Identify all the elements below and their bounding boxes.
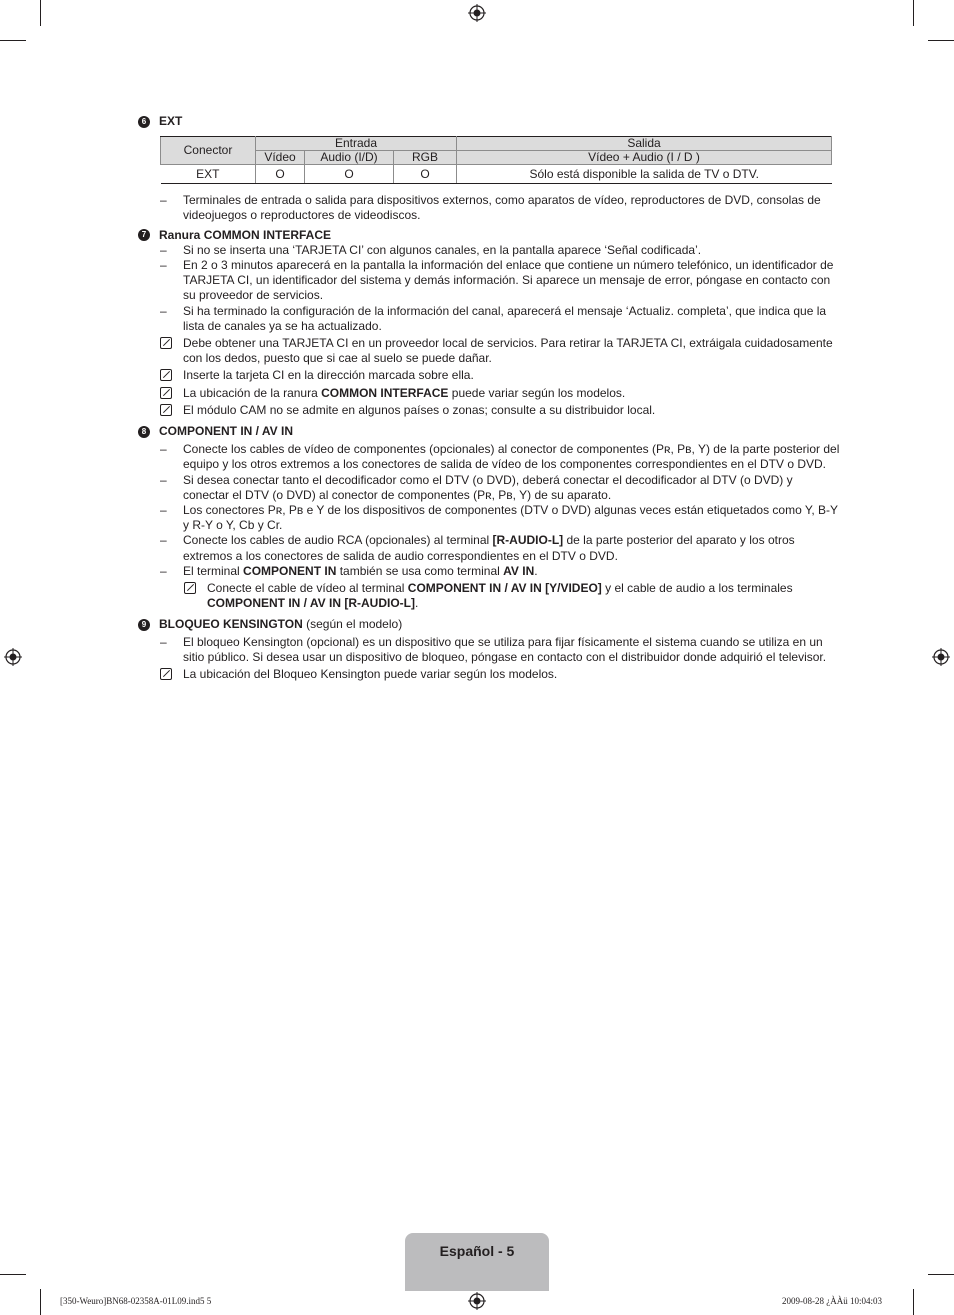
section-number-badge: 7 [138, 229, 150, 241]
note-item: Conecte el cable de vídeo al terminal COMPONENT IN / AV IN [Y/VIDEO] y el cable de audio a los terminales COMPONENT IN / AV IN [R-AUDIO-L]. [184, 581, 840, 611]
section-title: BLOQUEO KENSINGTON (según el modelo) [159, 617, 403, 632]
section-number-badge: 9 [138, 619, 150, 631]
section-component-heading [138, 424, 840, 439]
section-title: Ranura COMMON INTERFACE [159, 227, 332, 242]
ext-table [160, 136, 832, 184]
table-cell: O [256, 165, 305, 184]
section-number-badge: 8 [138, 426, 150, 438]
table-header-salida: Salida [457, 137, 832, 151]
list-item: – Conecte los cables de vídeo de componentes (opcionales) al conector de componentes (Pʀ, Pʙ, Y) de la parte posterior del equipo y los otros extremos a los conectores de salida de vídeo de los componentes correspondientes en el DTV o DVD. [160, 442, 840, 472]
note-item: Inserte la tarjeta CI en la dirección marcada sobre ella. [160, 368, 840, 383]
list-item: – Si no se inserta una ‘TARJETA CI’ con algunos canales, en la pantalla aparece ‘Señal codificada’. [160, 242, 702, 257]
crop-mark [0, 40, 26, 41]
table-row [161, 165, 832, 184]
crop-mark [928, 1274, 954, 1275]
note-icon [160, 337, 172, 349]
table-header-video-audio: Vídeo + Audio (I / D ) [457, 151, 832, 165]
crop-mark [40, 1289, 41, 1315]
section-number-badge: 6 [138, 116, 150, 128]
crop-mark [913, 1289, 914, 1315]
page-content [138, 110, 840, 682]
list-item: – El bloqueo Kensington (opcional) es un dispositivo que se utiliza para fijar físicamente el sistema cuando se utiliza en un sitio público. Si desea usar un dispositivo de bloqueo, póngase en contacto con el distribuidor donde adquirió el televisor. [160, 634, 827, 664]
table-header-entrada: Entrada [256, 137, 457, 151]
note-item: El módulo CAM no se admite en algunos países o zonas; consulte a su distribuidor local. [160, 403, 840, 418]
registration-mark-icon [468, 4, 486, 22]
list-item: – Si desea conectar tanto el decodificador como el DTV (o DVD), deberá conectar el decodificador al DTV (o DVD) y conectar el DTV (o DVD) al conector de componentes (Pʀ, Pʙ, Y) de su aparato. [160, 472, 793, 502]
table-cell: Sólo está disponible la salida de TV o DTV. [457, 165, 832, 184]
crop-mark [40, 0, 41, 26]
file-slug: [350-Weuro]BN68-02358A-01L09.ind5 5 [60, 1296, 212, 1306]
section-kensington-heading [138, 617, 840, 632]
section-ci-heading [138, 228, 840, 243]
section-title: COMPONENT IN / AV IN [159, 424, 294, 439]
list-item: – Los conectores Pʀ, Pʙ e Y de los dispositivos de componentes (DTV o DVD) algunas veces están etiquetados como Y, B-Y y R-Y o Y, Cb y Cr. [160, 503, 838, 533]
registration-mark-icon [932, 648, 950, 666]
section-ext-heading [138, 114, 840, 129]
crop-mark [928, 40, 954, 41]
table-header-conector: Conector [161, 137, 256, 165]
page-number-tab: Español - 5 [405, 1233, 549, 1291]
list-item: – Terminales de entrada o salida para dispositivos externos, como aparatos de vídeo, reproductores de DVD, consolas de videojuegos o reproductores de videodiscos. [160, 193, 821, 223]
note-icon [184, 582, 196, 594]
note-icon [160, 369, 172, 381]
registration-mark-icon [468, 1292, 486, 1310]
note-icon [160, 668, 172, 680]
list-item: – El terminal COMPONENT IN también se usa como terminal AV IN. [160, 563, 538, 578]
list-item: – Conecte los cables de audio RCA (opcionales) al terminal [R-AUDIO-L] de la parte posterior del aparato y los otros extremos a los conectores de salida de audio correspondientes en el DTV o DVD. [160, 533, 795, 563]
registration-mark-icon [4, 648, 22, 666]
table-cell: O [305, 165, 394, 184]
table-header-rgb: RGB [394, 151, 457, 165]
note-item: Debe obtener una TARJETA CI en un proveedor local de servicios. Para retirar la TARJETA CI, extráigala cuidadosamente con los dedos, puesto que si cae al suelo se puede dañar. [160, 336, 840, 366]
table-cell: EXT [161, 165, 256, 184]
list-item: – Si ha terminado la configuración de la información del canal, aparecerá el mensaje ‘Actualiz. completa’, que indica que la lista de canales ya se ha actualizado. [160, 303, 827, 333]
note-item: La ubicación de la ranura COMMON INTERFACE puede variar según los modelos. [160, 386, 840, 401]
date-slug: 2009-08-28 ¿ÀÀü 10:04:03 [782, 1296, 882, 1306]
table-cell: O [394, 165, 457, 184]
table-header-video: Vídeo [256, 151, 305, 165]
note-icon [160, 387, 172, 399]
note-item: La ubicación del Bloqueo Kensington puede variar según los modelos. [160, 667, 840, 682]
list-item: – En 2 o 3 minutos aparecerá en la pantalla la información del enlace que contiene un número telefónico, un identificador de TARJETA CI, un identificador del sistema y demás información. Si aparece un mensaje de error, póngase en contacto con su proveedor de servicios. [160, 258, 834, 303]
crop-mark [0, 1274, 26, 1275]
section-title: EXT [159, 114, 183, 128]
table-header-audio: Audio (I/D) [305, 151, 394, 165]
note-icon [160, 404, 172, 416]
crop-mark [913, 0, 914, 26]
